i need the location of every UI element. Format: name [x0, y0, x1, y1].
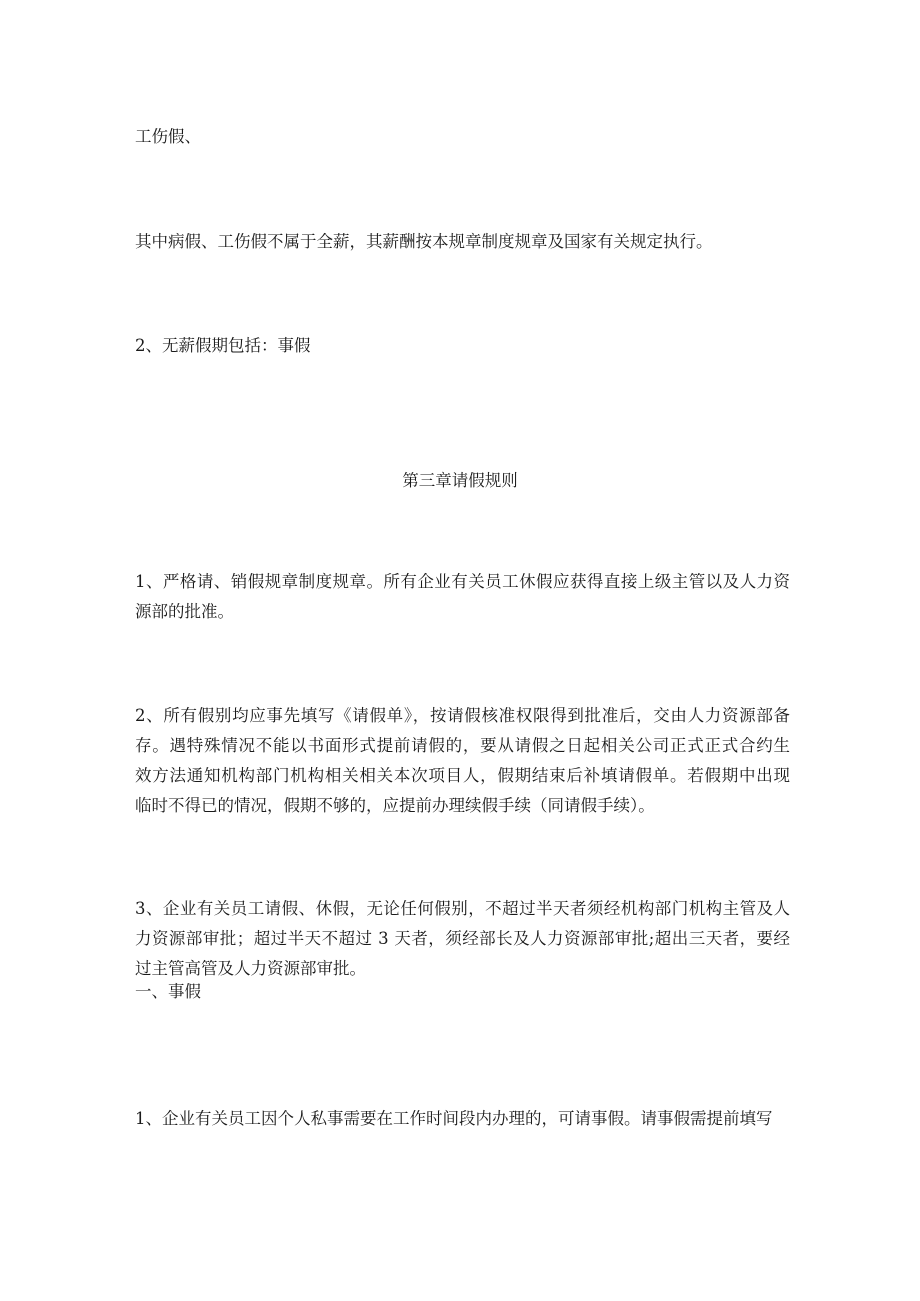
unpaid-leave-line: 2、无薪假期包括：事假	[135, 336, 311, 355]
rule-1-paragraph	[135, 567, 790, 627]
rule-1-line-2: 源部的批准。	[135, 602, 234, 621]
rule-2-line-3: 效方法通知机构部门机构相关相关本次项目人，假期结束后补填请假单。若假期中出现	[135, 766, 790, 785]
rule-3-line-1: 3、企业有关员工请假、休假，无论任何假别，不超过半天者须经机构部门机构主管及人	[135, 899, 790, 918]
rule-2-line-4: 临时不得已的情况，假期不够的，应提前办理续假手续（同请假手续）。	[135, 796, 655, 815]
rule-2-line-2: 存。遇特殊情况不能以书面形式提前请假的，要从请假之日起相关公司正式正式合约生	[135, 736, 790, 755]
sick-injury-pay-line: 其中病假、工伤假不属于全薪，其薪酬按本规章制度规章及国家有关规定执行。	[135, 232, 713, 251]
rule-3-paragraph	[135, 894, 790, 984]
rule-2-paragraph	[135, 701, 790, 821]
rule-3-line-3: 过主管高管及人力资源部审批。	[135, 959, 366, 978]
personal-leave-rule-1: 1、企业有关员工因个人私事需要在工作时间段内办理的，可请事假。请事假需提前填写	[135, 1109, 773, 1128]
rule-2-line-1: 2、所有假别均应事先填写《请假单》，按请假核准权限得到批准后，交由人力资源部备	[135, 706, 790, 725]
rule-3-line-2: 力资源部审批；超过半天不超过 3 天者，须经部长及人力资源部审批;超出三天者，要经	[135, 929, 790, 948]
rule-1-line-1: 1、严格请、销假规章制度规章。所有企业有关员工休假应获得直接上级主管以及人力资	[135, 572, 790, 591]
injury-leave-line: 工伤假、	[135, 127, 201, 146]
chapter-title: 第三章请假规则	[402, 471, 518, 490]
section-personal-leave: 一、事假	[135, 982, 201, 1001]
